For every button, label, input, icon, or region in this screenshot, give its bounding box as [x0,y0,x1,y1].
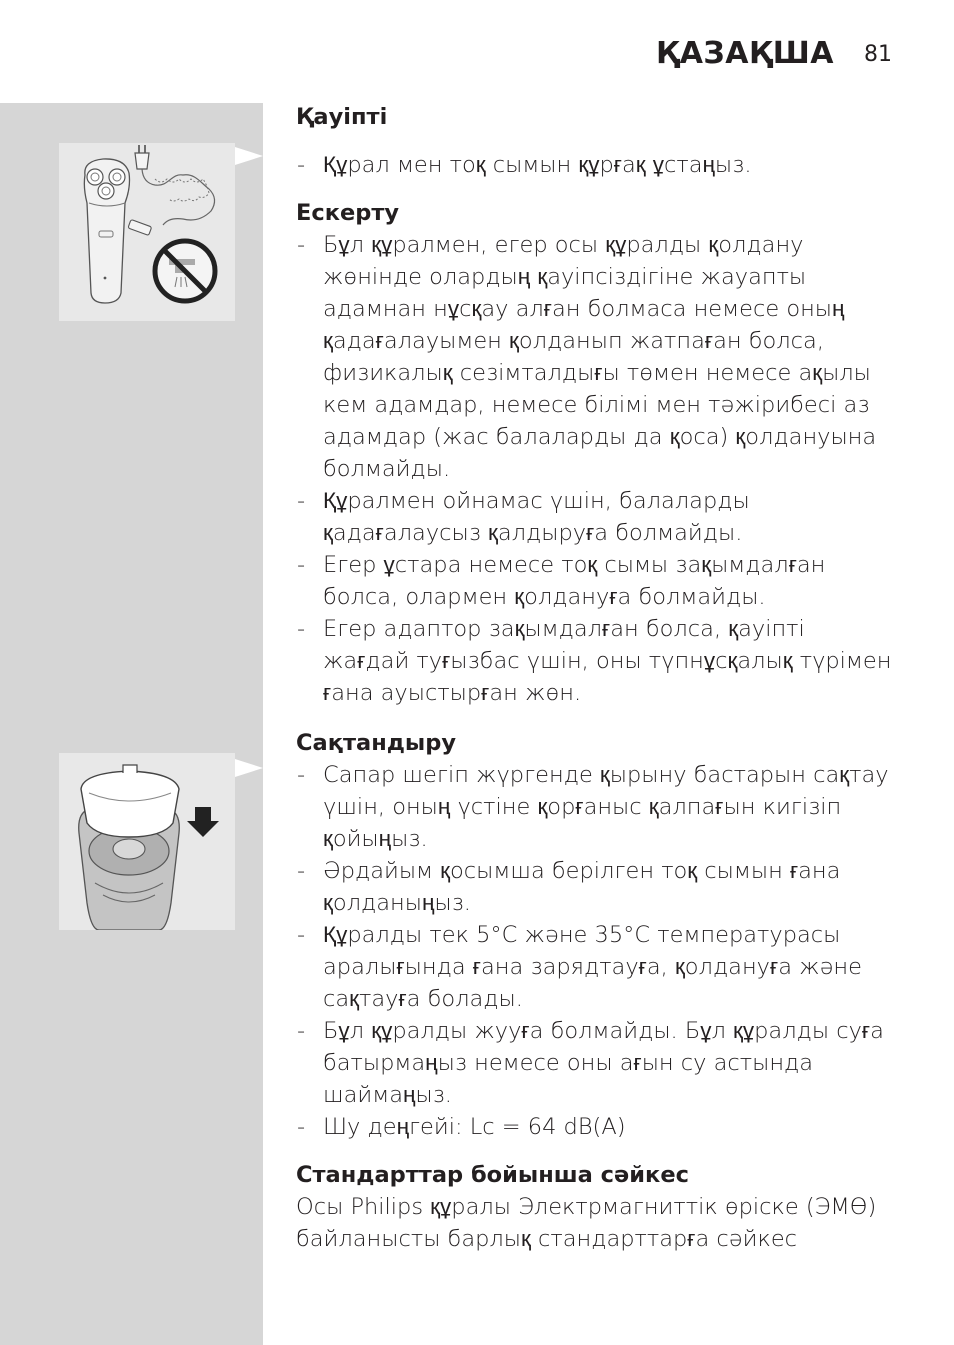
caution-list [296,759,896,1143]
warning-section [296,197,896,709]
compliance-section [296,1159,896,1255]
section-heading-caution: Сақтандыру [296,730,457,756]
danger-section [296,101,896,181]
protection-cap-illustration [59,753,235,930]
figure-pointer [235,147,263,165]
list-item: - Шу деңгейі: Lc = 64 dB(A) [296,1111,896,1143]
figure-pointer [235,759,263,777]
shaver-cord-no-water-illustration [59,143,235,321]
list-item: - Әрдайым қосымша берілген тоқ сымын ғана қолданыңыз. [296,855,896,919]
main-content [296,101,896,1255]
list-item: - Сапар шегіп жүргенде қырыну бастарын сақтау үшін, оның үстіне қорғаныс қалпағын кигізіп қойыңыз. [296,759,896,855]
section-heading-warning: Ескерту [296,200,400,226]
compliance-paragraph: Осы Philips құралы Электрмагниттік өріске (ЭМӨ) байланысты барлық стандарттарға сәйкес [296,1194,877,1252]
list-item: - Бұл құралмен, егер осы құралды қолдану жөнінде олардың қауіпсіздігіне жауапты адамнан нұсқау алған болмаса немесе оның қадағалауымен қолданып жатпаған болса, физикалық сезімталдығы төмен немесе ақылы кем адамдар, немесе білімі мен тәжірибесі аз адамдар (жас балаларды да қоса) қолдануына болмайды. [296,229,896,485]
page-number: 81 [864,42,892,67]
list-item: - Құралды тек 5°C және 35°C температурасы аралығында ғана зарядтауға, қолдануға және сақтауға болады. [296,919,896,1015]
section-heading-danger: Қауіпті [296,104,388,130]
caution-section [296,727,896,1143]
list-item: - Құралмен ойнамас үшін, балаларды қадағалаусыз қалдыруға болмайды. [296,485,896,549]
section-heading-compliance: Стандарттар бойынша сәйкес [296,1162,689,1188]
danger-list [296,149,896,181]
list-item: - Егер ұстара немесе тоқ сымы зақымдалған болса, олармен қолдануға болмайды. [296,549,896,613]
warning-list [296,229,896,709]
page-title: ҚАЗАҚША [655,36,834,71]
list-item: - Бұл құралды жууға болмайды. Бұл құралды суға батырмаңыз немесе оны ағын су астында шаймаңыз. [296,1015,896,1111]
list-item: - Құрал мен тоқ сымын құрғақ ұстаңыз. [296,149,896,181]
list-item: - Егер адаптор зақымдалған болса, қауіпті жағдай туғызбас үшін, оны түпнұсқалық түрімен ғана ауыстырған жөн. [296,613,896,709]
